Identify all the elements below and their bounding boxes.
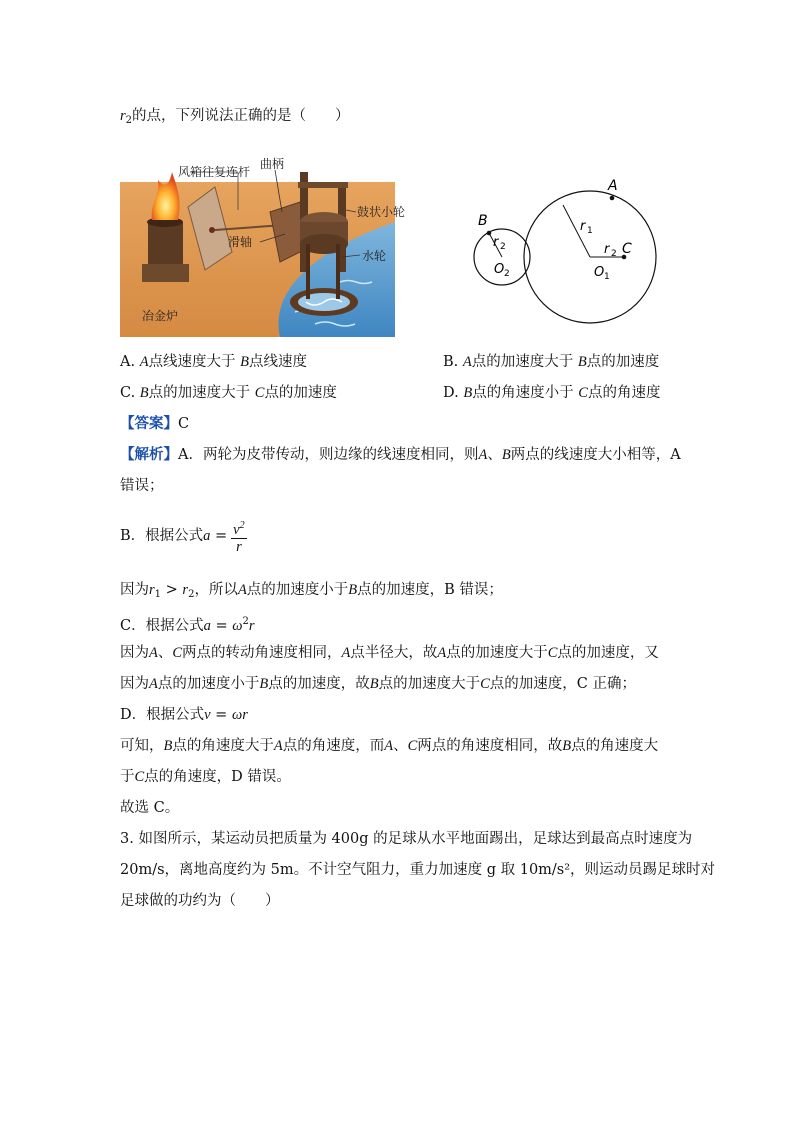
option-B[interactable]: B. A点的加速度大于 B点的加速度	[443, 354, 660, 370]
analysis-D-formula: D．根据公式v = ωr	[120, 707, 248, 723]
label-water-wheel: 水轮	[362, 249, 387, 263]
label-bellows-rod: 风箱往复连杆	[178, 165, 251, 179]
q3-line1: 3. 如图所示，某运动员把质量为 400g 的足球从水平地面踢出，足球达到最高点时速度为	[120, 831, 693, 847]
svg-text:r: r	[493, 235, 499, 250]
analysis-C-line1: 因为A、C两点的转动角速度相同，A点半径大，故A点的加速度大于C点的加速度，又	[120, 645, 659, 661]
two-wheels-diagram	[460, 170, 670, 330]
furnace-waterwheel-illustration	[120, 152, 406, 337]
svg-text:r: r	[604, 242, 610, 257]
option-C[interactable]: C. B点的加速度大于 C点的加速度	[120, 385, 337, 401]
svg-text:2: 2	[611, 249, 617, 259]
analysis-B-formula: B．根据公式a = $\frac{v^2}{r}$	[120, 519, 245, 555]
svg-text:A: A	[608, 178, 618, 194]
analysis-B-line: 因为$r_1 > r_2$，所以A点的加速度小于B点的加速度，B 错误；	[120, 582, 503, 600]
analysis-D-line2: 于C点的角速度，D 错误。	[120, 769, 291, 785]
question-stem: $r_2$的点，下列说法正确的是（ ）	[120, 108, 350, 126]
svg-text:1: 1	[604, 272, 610, 282]
option-D[interactable]: D. B点的角速度小于 C点的角速度	[443, 385, 661, 401]
q3-line3: 足球做的功约为（ ）	[120, 893, 280, 909]
label-sliding-axle: 滑轴	[228, 235, 253, 249]
label-drum-wheel: 鼓状小轮	[357, 205, 406, 219]
svg-text:2: 2	[504, 269, 510, 279]
q3-line2: 20m/s，离地高度约为 5m。不计空气阻力，重力加速度 g 取 10m/s²，则运动员踢足球时对	[120, 862, 716, 878]
svg-text:C: C	[622, 241, 632, 257]
label-crank: 曲柄	[260, 157, 285, 171]
analysis-D-line1: 可知，B点的角速度大于A点的角速度，而A、C两点的角速度相同，故B点的角速度大	[120, 738, 659, 754]
analysis-C-formula: C．根据公式$a = \omega^2r$	[120, 616, 255, 634]
point-B	[487, 231, 492, 236]
svg-text:O: O	[494, 262, 505, 277]
svg-text:1: 1	[587, 226, 593, 236]
point-A	[610, 196, 615, 201]
analysis-A-line1: 【解析】A．两轮为皮带传动，则边缘的线速度相同，则A、B两点的线速度大小相等，A	[120, 446, 681, 463]
label-furnace: 冶金炉	[142, 309, 179, 323]
var-r: r	[120, 108, 126, 124]
option-A[interactable]: A. A点线速度大于 B点线速度	[120, 354, 308, 370]
svg-text:O: O	[594, 265, 605, 280]
answer-line: 【答案】C	[120, 415, 190, 432]
analysis-C-line2: 因为A点的加速度小于B点的加速度，故B点的加速度大于C点的加速度，C 正确；	[120, 676, 636, 692]
analysis-A-line2: 错误；	[120, 478, 164, 494]
svg-text:B: B	[478, 213, 488, 229]
analysis-conclusion: 故选 C。	[120, 800, 180, 816]
svg-text:2: 2	[500, 242, 506, 252]
svg-text:r: r	[580, 219, 586, 234]
